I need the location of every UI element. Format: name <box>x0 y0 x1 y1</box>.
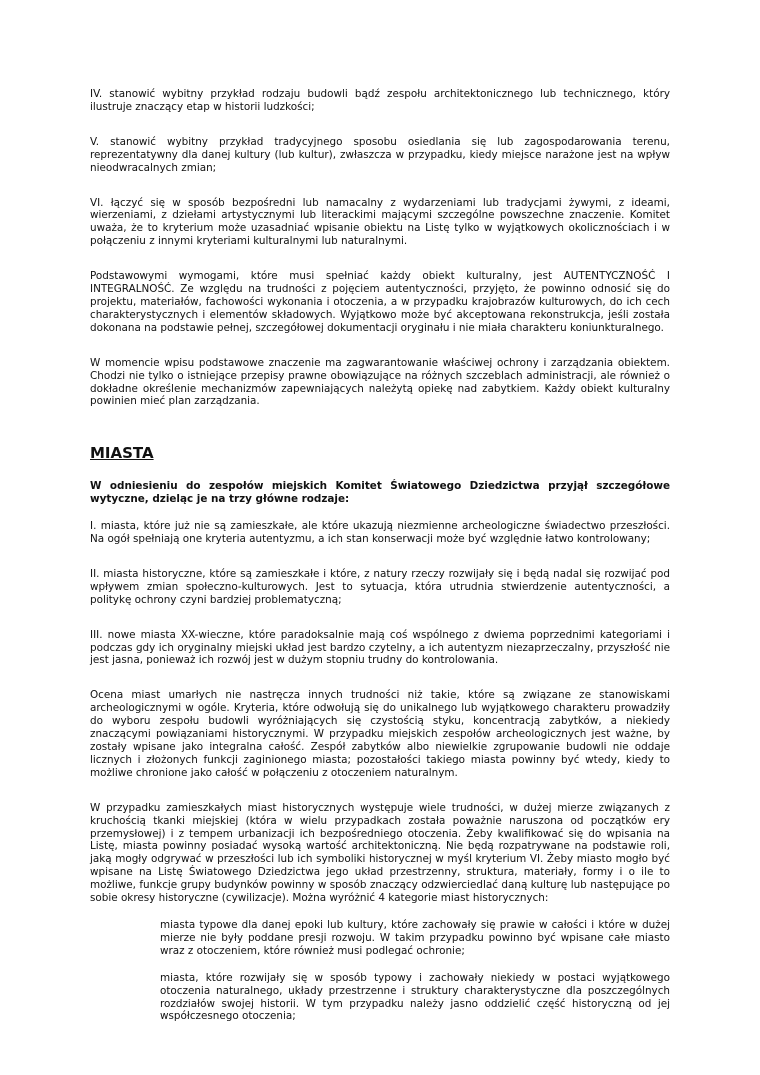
indented-item: miasta, które rozwijały się w sposób typowy i zachowały niekiedy w postaci wyjątkowego otoczenia naturalnego, układy przestrzenne i struktury charakterystyczne dla poszczególnych rozdziałów swojej historii. W tym przypadku należy jasno oddzielić część historyczną od jej współczesnego otoczenia; <box>160 971 670 1023</box>
section-heading: MIASTA <box>90 444 154 463</box>
paragraph-criterion-vi: VI. łączyć się w sposób bezpośredni lub namacalny z wydarzeniami lub tradycjami żywymi, z ideami, wierzeniami, z dziełami artystycznymi lub literackimi mającymi szczególne powszechne znaczenie. Komitet uważa, że to kryterium może uzasadniać wpisanie obiektu na Listę tylko w wyjątkowych okolicznościach i w połączeniu z innymi kryteriami kulturalnymi lub naturalnymi. <box>90 196 670 248</box>
paragraph-cities-i: I. miasta, które już nie są zamieszkałe, ale które ukazują niezmienne archeologiczne świadectwo przeszłości. Na ogół spełniają one kryteria autentyzmu, a ich stan konserwacji może być względnie łatwo kontrolowany; <box>90 520 670 546</box>
paragraph-cities-ii: II. miasta historyczne, które są zamieszkałe i które, z natury rzeczy rozwijały się i będą nadal się rozwijać pod wpływem zmian społeczno-kulturowych. Jest to sytuacja, która utrudnia stwierdzenie autentyczności, a politykę ochrony czyni bardziej problematyczną; <box>90 567 670 606</box>
paragraph-inhabited-cities: W przypadku zamieszkałych miast historycznych występuje wiele trudności, w dużej mierze związanych z kruchością tkanki miejskiej (która w wielu przypadkach została poważnie naruszona od początków ery przemysłowej) i z tempem urbanizacji ich bezpośredniego otoczenia. Żeby kwalifikować się do wpisania na Listę, miasta powinny posiadać wysoką wartość architektoniczną. Nie będą rozpatrywane na podstawie roli, jaką mogły odgrywać w przeszłości lub ich symboliki historycznej w myśl kryterium VI. Żeby miasto mogło być wpisane na Listę Światowego Dziedzictwa jego układ przestrzenny, struktura, materiały, formy i o ile to możliwe, funkcje grupy budynków powinny w sposób znaczący odzwierciedlać daną kulturę lub następujące po sobie okresy historyczne (cywilizacje). Można wyróżnić 4 kategorie miast historycznych: <box>90 801 670 905</box>
section-lead: W odniesieniu do zespołów miejskich Komitet Światowego Dziedzictwa przyjął szczegółowe wytyczne, dzieląc je na trzy główne rodzaje: <box>90 480 670 506</box>
paragraph-criterion-iv: IV. stanowić wybitny przykład rodzaju budowli bądź zespołu architektonicznego lub technicznego, który ilustruje znaczący etap w historii ludzkości; <box>90 88 670 113</box>
paragraph-protection: W momencie wpisu podstawowe znaczenie ma zagwarantowanie właściwej ochrony i zarządzania obiektem. Chodzi nie tylko o istniejące przepisy prawne obowiązujące na różnych szczeblach administracji, ale również o dokładne określenie mechanizmów zapewniających należytą opiekę nad zabytkiem. Każdy obiekt kulturalny powinien mieć plan zarządzania. <box>90 356 670 408</box>
paragraph-cities-iii: III. nowe miasta XX-wieczne, które paradoksalnie mają coś wspólnego z dwiema poprzednimi kategoriami i podczas gdy ich oryginalny miejski układ jest bardzo czytelny, a ich autentyzm niezaprzeczalny, przyszłość nie jest jasna, ponieważ ich rozwój jest w dużym stopniu trudny do kontrolowania. <box>90 628 670 667</box>
paragraph-criterion-v: V. stanowić wybitny przykład tradycyjnego sposobu osiedlania się lub zagospodarowania terenu, reprezentatywny dla danej kultury (lub kultur), zwłaszcza w przypadku, kiedy miejsce narażone jest na wpływ nieodwracalnych zmian; <box>90 135 670 174</box>
document-page <box>90 88 670 1023</box>
indented-item: miasta typowe dla danej epoki lub kultury, które zachowały się prawie w całości i które w dużej mierze nie były poddane presji rozwoju. W takim przypadku powinno być wpisane całe miasto wraz z otoczeniem, które również musi podlegać ochronie; <box>160 918 670 957</box>
paragraph-dead-cities: Ocena miast umarłych nie nastręcza innych trudności niż takie, które są związane ze stanowiskami archeologicznymi w ogóle. Kryteria, które odwołują się do unikalnego lub wyjątkowego charakteru prowadziły do wyboru zespołu budowli wyróżniających się czystością styku, koncentracją zabytków, a niekiedy znaczącymi powiązaniami historycznymi. W przypadku miejskich zespołów archeologicznych jest ważne, by zostały wpisane jako integralna całość. Zespół zabytków albo niewielkie zgrupowanie budowli nie oddaje licznych i złożonych funkcji zaginionego miasta; pozostałości takiego miasta powinny być wtedy, kiedy to możliwe chronione jako całość w połączeniu z otoczeniem naturalnym. <box>90 689 670 779</box>
paragraph-authenticity: Podstawowymi wymogami, które musi spełniać każdy obiekt kulturalny, jest AUTENTYCZNOŚĆ I INTEGRALNOŚĆ. Ze względu na trudności z pojęciem autentyczności, przyjęto, że powinno odnosić się do projektu, materiałów, fachowości wykonania i otoczenia, a w przypadku krajobrazów kulturowych, do ich cech charakterystycznych i elementów składowych. Wyjątkowo może być akceptowana rekonstrukcja, jeśli została dokonana na podstawie pełnej, szczegółowej dokumentacji oryginału i nie miała charakteru koniunkturalnego. <box>90 270 670 334</box>
